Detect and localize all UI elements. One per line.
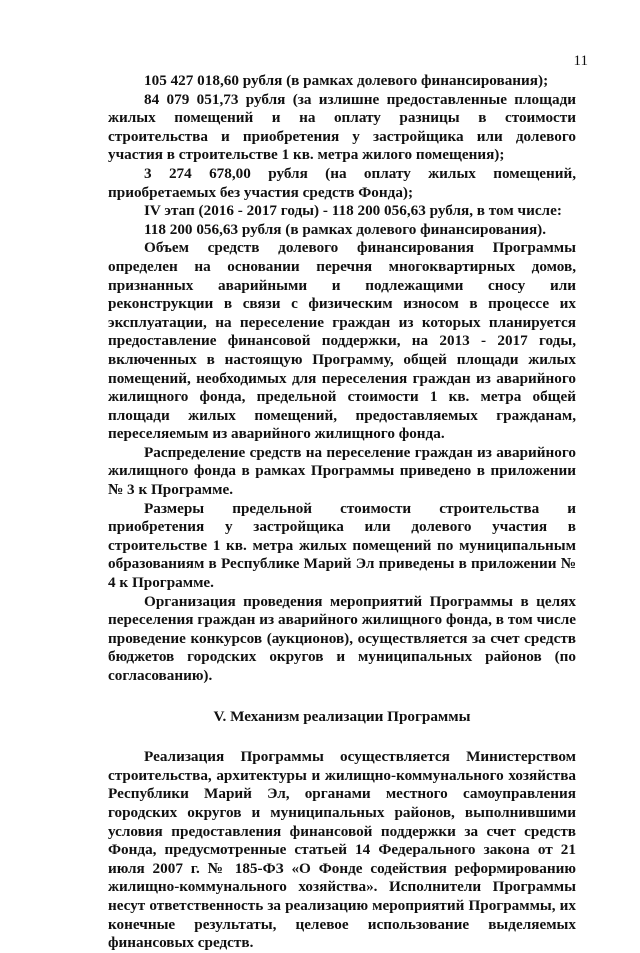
page-number: 11 <box>573 53 588 69</box>
paragraph: 84 079 051,73 рубля (за излишне предоставленные площади жилых помещений и на оплату разницы в стоимости строительства и приобретения у застройщика или долевого участия в строительстве 1 кв. метра жилого помещения); <box>108 90 576 164</box>
paragraph: 118 200 056,63 рубля (в рамках долевого финансирования). <box>144 220 547 238</box>
paragraph: Реализация Программы осуществляется Министерством строительства, архитектуры и жилищно-коммунального хозяйства Республики Марий Эл, органами местного самоуправления городских округов и муниципальных районов, выполнившими условия предоставления финансовой поддержки за счет средств Фонда, предусмотренные статьей 14 Федерального закона от 21 июля 2007 г. № 185-ФЗ «О Фонде содействия реформированию жилищно-коммунального хозяйства». Исполнители Программы несут ответственность за реализацию мероприятий Программы, их конечные результаты, целевое использование выделяемых финансовых средств. <box>108 748 576 952</box>
paragraph: Размеры предельной стоимости строительства и приобретения у застройщика или долевого участия в строительстве 1 кв. метра жилых помещений по муниципальным образованиям в Республике Марий Эл приведены в приложении № 4 к Программе. <box>108 499 576 592</box>
paragraph: 3 274 678,00 рубля (на оплату жилых помещений, приобретаемых без участия средств Фонда); <box>108 164 576 201</box>
paragraph: IV этап (2016 - 2017 годы) - 118 200 056,63 рубля, в том числе: <box>144 202 562 220</box>
paragraph: Распределение средств на переселение граждан из аварийного жилищного фонда в рамках Программы приведено в приложении № 3 к Программе. <box>108 443 576 499</box>
paragraph: Объем средств долевого финансирования Программы определен на основании перечня многоквартирных домов, признанных аварийными и подлежащими сносу или реконструкции в связи с физическим износом в процессе их эксплуатации, на переселение граждан из которых планируется предоставление финансовой поддержки, на 2013 - 2017 годы, включенных в настоящую Программу, общей площади жилых помещений, необходимых для переселения граждан из аварийного жилищного фонда, предельной стоимости 1 кв. метра общей площади жилых помещений, предоставляемых гражданам, переселяемым из аварийного жилищного фонда. <box>108 239 576 443</box>
paragraph: 105 427 018,60 рубля (в рамках долевого финансирования); <box>144 72 549 89</box>
section-heading: V. Механизм реализации Программы <box>213 707 471 725</box>
paragraph: Организация проведения мероприятий Программы в целях переселения граждан из аварийного жилищного фонда, в том числе проведение конкурсов (аукционов), осуществляется за счет средств бюджетов городских округов и муниципальных районов (по согласованию). <box>108 592 576 684</box>
document-body <box>108 72 576 953</box>
